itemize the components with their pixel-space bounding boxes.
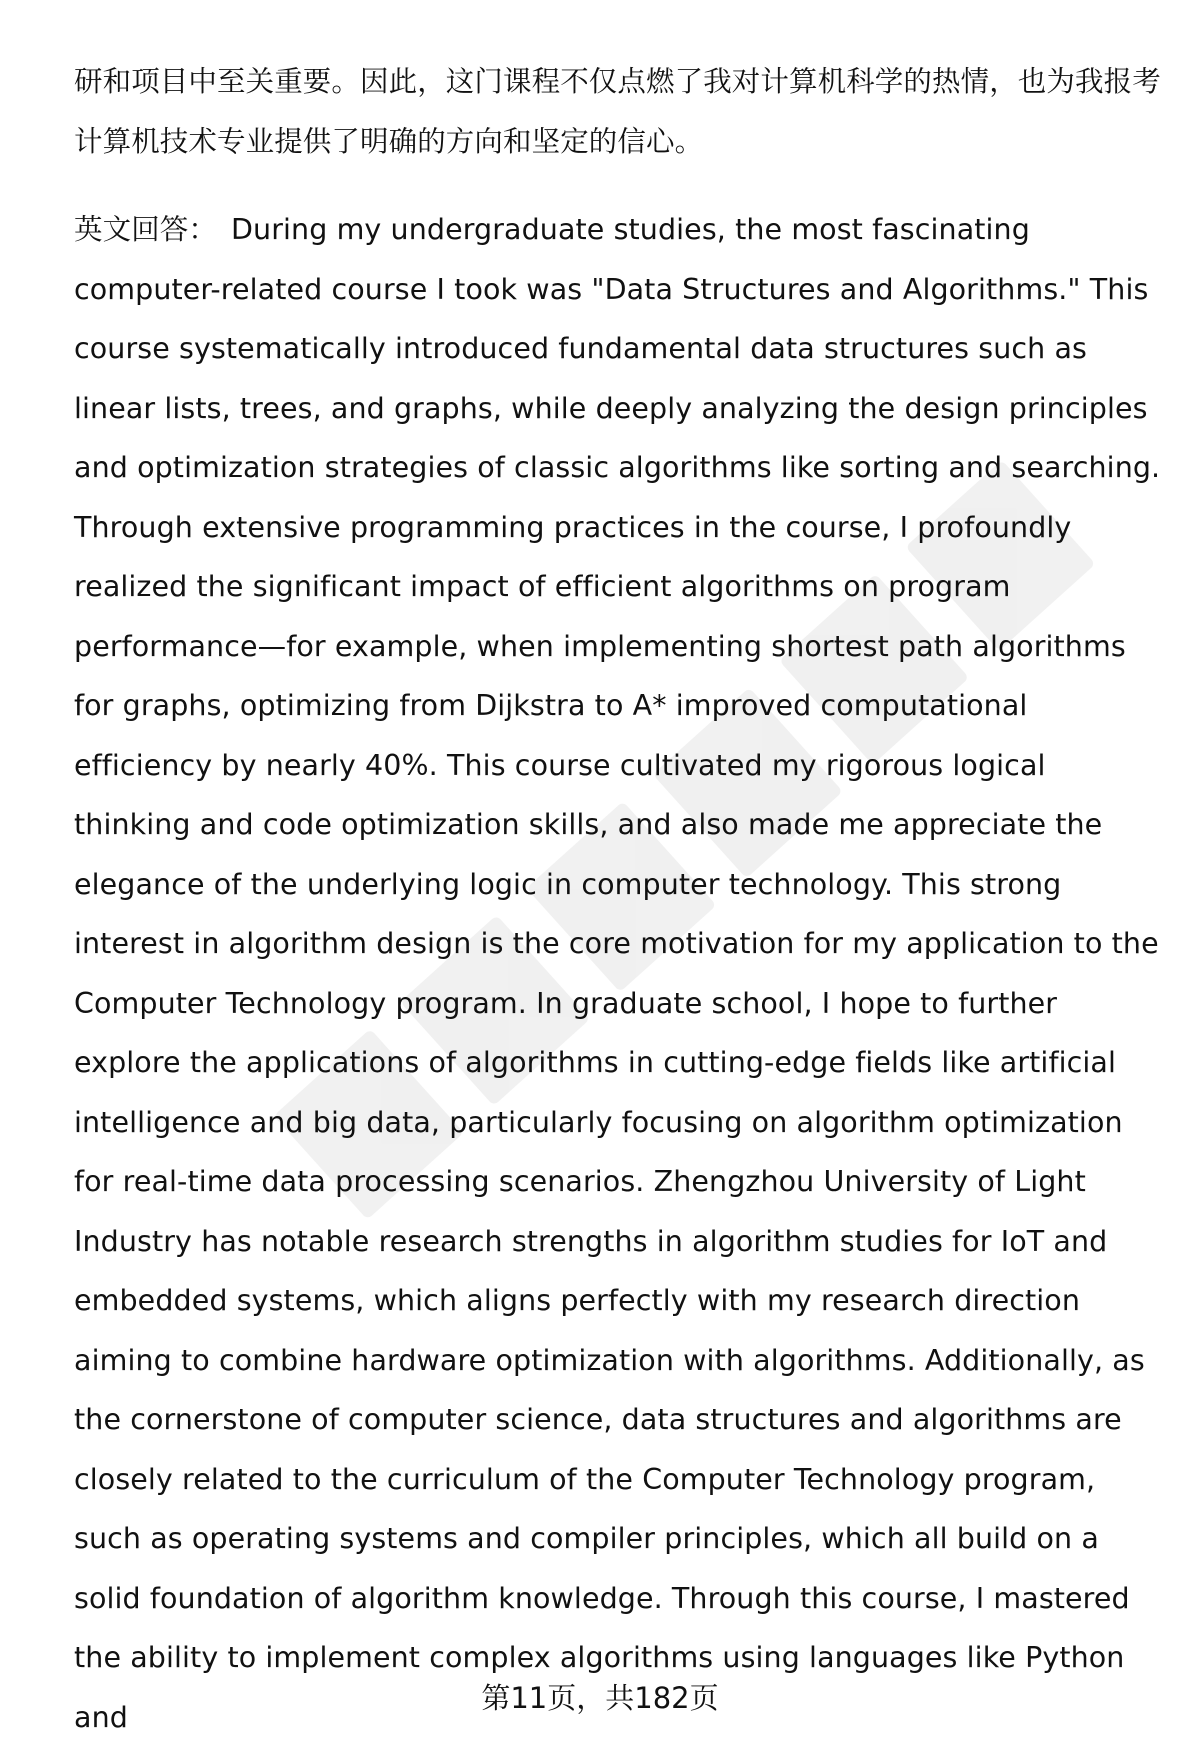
chinese-continuation-paragraph: 研和项目中至关重要。因此，这门课程不仅点燃了我对计算机科学的热情，也为我报考计算机技术专业提供了明确的方向和坚定的信心。	[74, 65, 1161, 158]
english-answer-text: During my undergraduate studies, the most fascinating computer-related course I took was "Data Structures and Algorithms." This course systematically introduced fundamental data structures such as linear lists, trees, and graphs, while deeply analyzing the design principles and optimization strategies of classic algorithms like sorting and searching. Through extensive programming practices in the course, I profoundly realized the significant impact of efficient algorithms on program performance—for example, when implementing shortest path algorithms for graphs, optimizing from Dijkstra to A* improved computational efficiency by nearly 40%. This course cultivated my rigorous logical thinking and code optimization skills, and also made me appreciate the elegance of the underlying logic in computer technology. This strong interest in algorithm design is the core motivation for my application to the Computer Technology program. In graduate school, I hope to further explore the applications of algorithms in cutting-edge fields like artificial intelligence and big data, particularly focusing on algorithm optimization for real-time data processing scenarios. Zhengzhou University of Light Industry has notable research strengths in algorithm studies for IoT and embedded systems, which aligns perfectly with my research direction aiming to combine hardware optimization with algorithms. Additionally, as the cornerstone of computer science, data structures and algorithms are closely related to the curriculum of the Computer Technology program, such as operating systems and compiler principles, which all build on a solid foundation of algorithm knowledge. Through this course, I mastered the ability to implement complex algorithms using languages like Python and	[74, 213, 1161, 1734]
english-answer-label: 英文回答：	[74, 213, 218, 246]
document-body	[74, 52, 1164, 1747]
english-answer-paragraph	[74, 200, 1164, 1747]
page-number-footer: 第11页，共182页	[481, 1681, 719, 1715]
